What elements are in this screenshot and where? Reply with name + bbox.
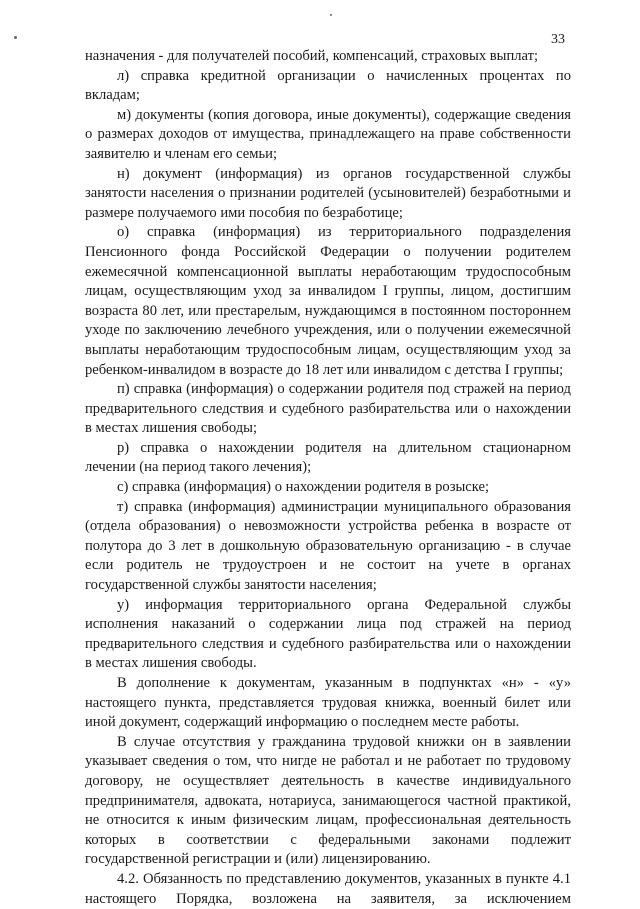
paragraph-item-l: л) справка кредитной организации о начисленных процентах по вкладам; <box>85 67 571 104</box>
paragraph-item-n: н) документ (информация) из органов государственной службы занятости населения о признании родителей (усыновителей) безработными и размере получаемого ими пособия по безработице; <box>85 165 571 221</box>
paragraph-supplement: В дополнение к документам, указанным в подпунктах «н» - «у» настоящего пункта, представляется трудовая книжка, военный билет или иной документ, содержащий информацию о последнем месте работы. <box>85 675 571 731</box>
paragraph-item-m: м) документы (копия договора, иные документы), содержащие сведения о размерах доходов от имущества, принадлежащего на праве собственности заявителю и членам его семьи; <box>85 106 571 162</box>
paragraph-item-p: п) справка (информация) о содержании родителя под стражей на период предварительного следствия и судебного разбирательства или о нахождении в местах лишения свободы; <box>85 381 571 437</box>
paragraph-item-s: с) справка (информация) о нахождении родителя в розыске; <box>117 479 490 496</box>
paragraph-continuation: назначения - для получателей пособий, компенсаций, страховых выплат; <box>85 48 539 64</box>
scan-speck-top <box>330 14 332 16</box>
paragraph-item-t: т) справка (информация) администрации муниципального образования (отдела образования) о невозможности устройства ребенка в возрасте от полутора до 3 лет в дошкольную образовательную организацию - в случае если родитель не трудоустроен и не состоит на учете в органах государственной службы занятости населения; <box>85 498 571 594</box>
paragraph-no-workbook: В случае отсутствия у гражданина трудовой книжки он в заявлении указывает сведения о том, что нигде не работал и не работает по трудовому договору, не осуществляет деятельность в качестве индивидуального предпринимателя, адвоката, нотариуса, занимающегося частной практикой, не относится к иным физическим лицам, профессиональная деятельность которых в соответствии с федеральными законами подлежит государственной регистрации и (или) лицензированию. <box>85 733 571 868</box>
scan-speck-left <box>14 36 17 39</box>
paragraph-item-r: р) справка о нахождении родителя на длительном стационарном лечении (на период такого лечения); <box>85 439 571 476</box>
paragraph-section-4-2: 4.2. Обязанность по представлению документов, указанных в пункте 4.1 настоящего Порядка, возложена на заявителя, за исключением <box>85 870 571 907</box>
paragraph-item-o: о) справка (информация) из территориального подразделения Пенсионного фонда Российской Федерации о получении родителем ежемесячной компенсационной выплаты неработающим трудоспособным лицам, осуществляющим уход за инвалидом I группы, лицом, достигшим возраста 80 лет, или престарелым, нуждающимся в постоянном постороннем уходе по заключению лечебного учреждения, или о получении ежемесячной выплаты неработающим трудоспособным лицам, осуществляющим уход за ребенком-инвалидом в возрасте до 18 лет или инвалидом с детства I группы; <box>85 224 571 378</box>
page-number: 33 <box>551 32 565 47</box>
paragraph-item-u: у) информация территориального органа Федеральной службы исполнения наказаний о содержании лица под стражей на период предварительного следствия и судебного разбирательства или о нахождении в местах лишения свободы. <box>85 596 571 672</box>
document-body <box>85 47 571 909</box>
